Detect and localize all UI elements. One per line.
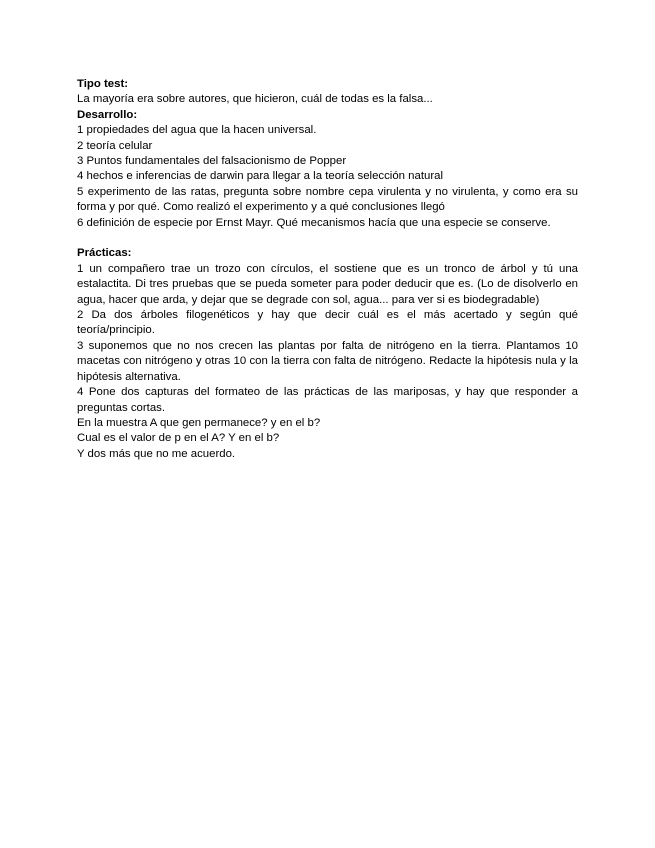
practicas-heading: Prácticas: (77, 247, 132, 260)
practicas-question-1: En la muestra A que gen permanece? y en el b? (77, 416, 321, 429)
section-gap (77, 231, 578, 246)
practicas-item-1: 1 un compañero trae un trozo con círculos, el sostiene que es un tronco de árbol y tú una estalactita. Di tres pruebas que se pueda someter para poder deducir que es. (Lo de disolverlo en agua, hacer que arda, y dejar que se degrade con sol, agua... para ver si es biodegradable) (77, 262, 578, 306)
tipo-test-heading: Tipo test: (77, 78, 129, 90)
practicas-item-2: 2 Da dos árboles filogenéticos y hay que decir cuál es el más acertado y según qué teoría/principio. (77, 309, 578, 337)
desarrollo-item-2: 2 teoría celular (77, 139, 153, 152)
practicas-item-3: 3 suponemos que no nos crecen las plantas por falta de nitrógeno en la tierra. Plantamos 10 macetas con nitrógeno y otras 10 con la tierra con falta de nitrógeno. Redacte la hipótesis nula y la hipótesis alternativa. (77, 339, 578, 383)
practicas-question-3: Y dos más que no me acuerdo. (77, 447, 236, 460)
document-body (77, 77, 578, 462)
practicas-item-4: 4 Pone dos capturas del formateo de las prácticas de las mariposas, y hay que responder a preguntas cortas. (77, 386, 578, 414)
desarrollo-item-3: 3 Puntos fundamentales del falsacionismo de Popper (77, 155, 347, 168)
desarrollo-heading: Desarrollo: (77, 108, 138, 121)
desarrollo-item-5: 5 experimento de las ratas, pregunta sobre nombre cepa virulenta y no virulenta, y como era su forma y por qué. Como realizó el experimento y a qué conclusiones llegó (77, 185, 578, 214)
practicas-question-2: Cual es el valor de p en el A? Y en el b? (77, 432, 280, 445)
desarrollo-item-1: 1 propiedades del agua que la hacen universal. (77, 124, 317, 137)
tipo-test-text: La mayoría era sobre autores, que hicieron, cuál de todas es la falsa... (77, 93, 433, 106)
desarrollo-item-6: 6 definición de especie por Ernst Mayr. Qué mecanismos hacía que una especie se conserve. (77, 216, 551, 229)
desarrollo-item-4: 4 hechos e inferencias de darwin para llegar a la teoría selección natural (77, 170, 443, 183)
